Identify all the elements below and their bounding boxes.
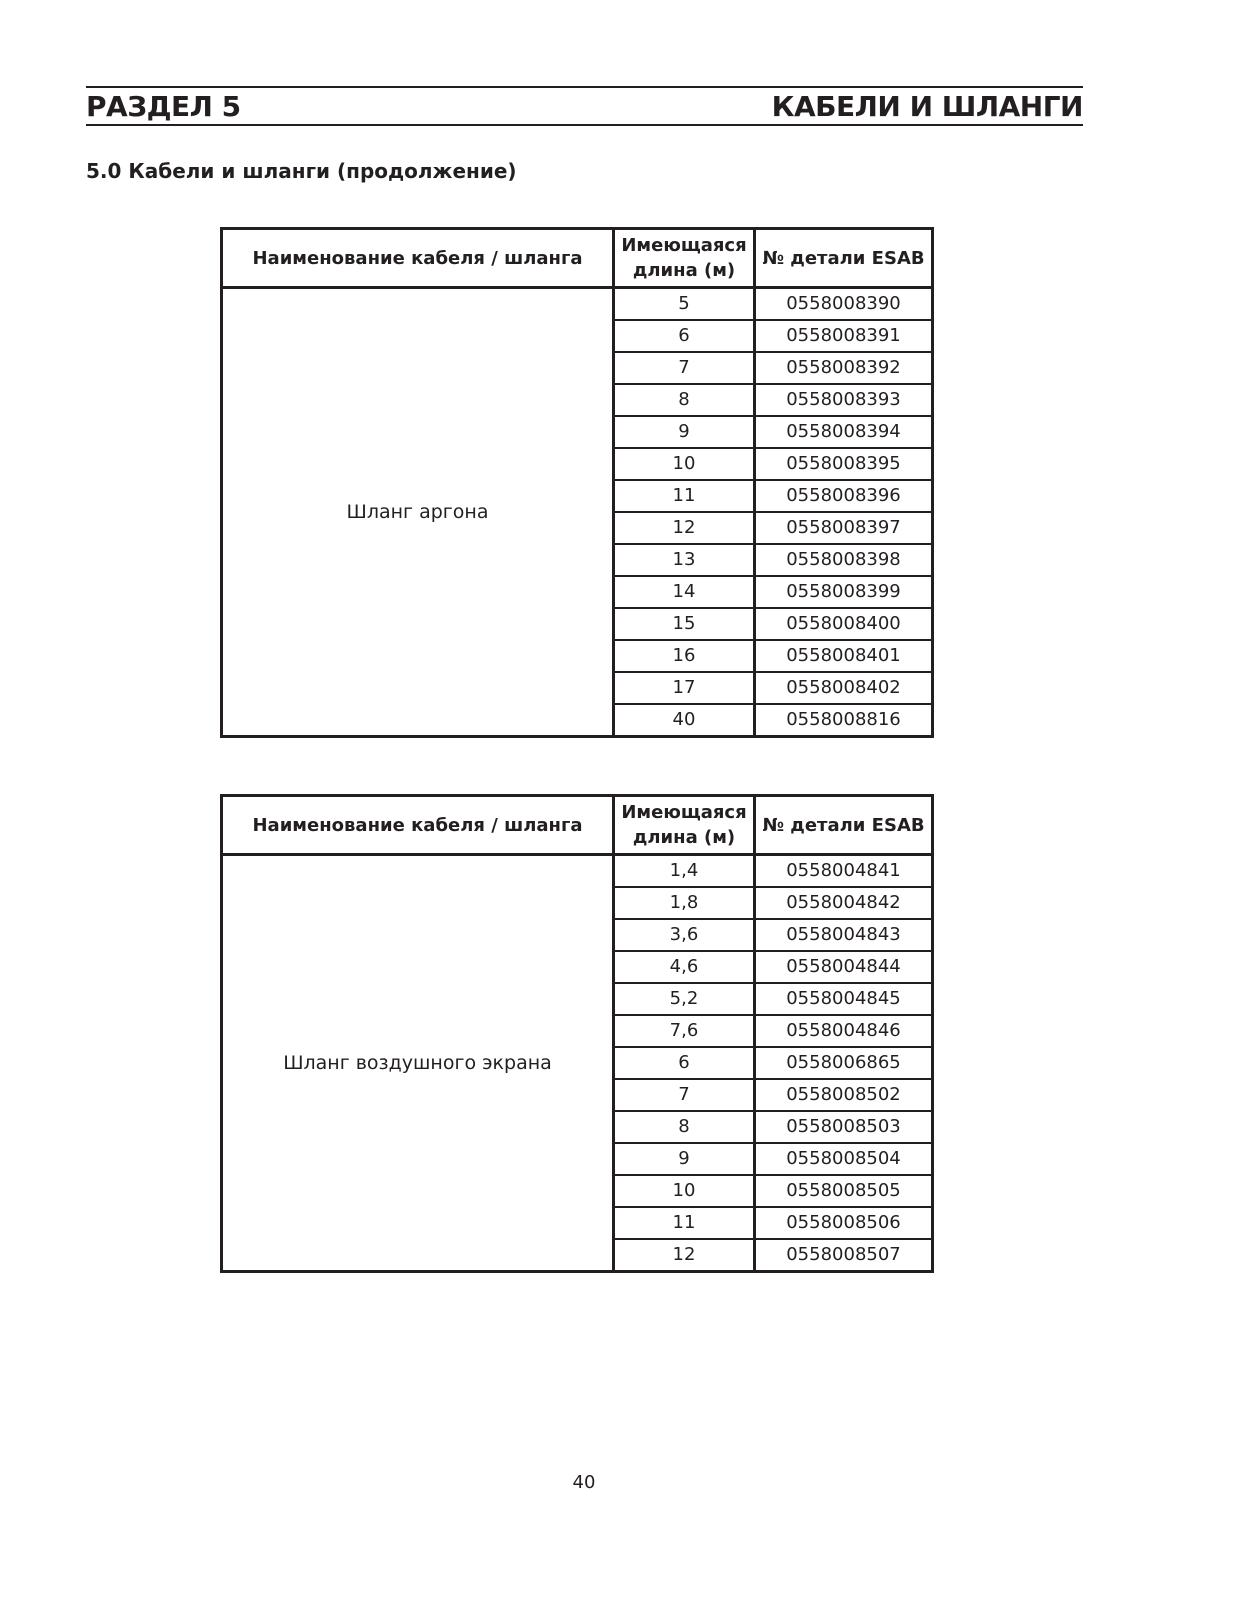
part-number-cell: 0558008396 <box>755 480 933 512</box>
header-cell-name: Наименование кабеля / шланга <box>222 229 614 288</box>
length-cell: 7 <box>614 1079 755 1111</box>
page-number: 40 <box>572 1472 596 1493</box>
part-number-cell: 0558008401 <box>755 640 933 672</box>
header-cell-part: № детали ESAB <box>755 229 933 288</box>
part-number-cell: 0558008816 <box>755 704 933 737</box>
part-number-cell: 0558008507 <box>755 1239 933 1272</box>
part-number-cell: 0558004846 <box>755 1015 933 1047</box>
length-cell: 16 <box>614 640 755 672</box>
length-cell: 4,6 <box>614 951 755 983</box>
part-number-cell: 0558008505 <box>755 1175 933 1207</box>
length-cell: 9 <box>614 416 755 448</box>
table-header-row <box>222 229 933 288</box>
header-cell-length: Имеющаяся длина (м) <box>614 229 755 288</box>
part-number-cell: 0558008393 <box>755 384 933 416</box>
part-number-cell: 0558004844 <box>755 951 933 983</box>
length-cell: 10 <box>614 1175 755 1207</box>
table-header-row <box>222 796 933 855</box>
length-cell: 8 <box>614 384 755 416</box>
hose-name-cell: Шланг аргона <box>222 288 614 737</box>
part-number-cell: 0558004842 <box>755 887 933 919</box>
section-title: КАБЕЛИ И ШЛАНГИ <box>771 90 1083 123</box>
part-number-cell: 0558008390 <box>755 288 933 321</box>
length-cell: 10 <box>614 448 755 480</box>
length-cell: 17 <box>614 672 755 704</box>
part-number-cell: 0558004843 <box>755 919 933 951</box>
length-cell: 7,6 <box>614 1015 755 1047</box>
length-cell: 5,2 <box>614 983 755 1015</box>
part-number-cell: 0558008395 <box>755 448 933 480</box>
length-cell: 6 <box>614 1047 755 1079</box>
length-cell: 9 <box>614 1143 755 1175</box>
length-cell: 13 <box>614 544 755 576</box>
part-number-cell: 0558008402 <box>755 672 933 704</box>
length-cell: 11 <box>614 1207 755 1239</box>
part-number-cell: 0558008503 <box>755 1111 933 1143</box>
length-cell: 8 <box>614 1111 755 1143</box>
part-number-cell: 0558008397 <box>755 512 933 544</box>
part-number-cell: 0558008391 <box>755 320 933 352</box>
subsection-title: 5.0 Кабели и шланги (продолжение) <box>86 159 517 183</box>
air-shield-hose-table <box>220 794 934 1273</box>
argon-hose-table <box>220 227 934 738</box>
part-number-cell: 0558008400 <box>755 608 933 640</box>
part-number-cell: 0558008506 <box>755 1207 933 1239</box>
part-number-cell: 0558008504 <box>755 1143 933 1175</box>
length-cell: 6 <box>614 320 755 352</box>
header-cell-name: Наименование кабеля / шланга <box>222 796 614 855</box>
length-cell: 15 <box>614 608 755 640</box>
hose-name-cell: Шланг воздушного экрана <box>222 855 614 1272</box>
length-cell: 3,6 <box>614 919 755 951</box>
length-cell: 1,4 <box>614 855 755 888</box>
header-cell-part: № детали ESAB <box>755 796 933 855</box>
length-cell: 14 <box>614 576 755 608</box>
length-cell: 1,8 <box>614 887 755 919</box>
part-number-cell: 0558008398 <box>755 544 933 576</box>
length-cell: 11 <box>614 480 755 512</box>
part-number-cell: 0558008394 <box>755 416 933 448</box>
table-row <box>222 855 933 888</box>
length-cell: 12 <box>614 1239 755 1272</box>
length-cell: 12 <box>614 512 755 544</box>
part-number-cell: 0558008399 <box>755 576 933 608</box>
table-row <box>222 288 933 321</box>
section-header <box>86 86 1083 126</box>
part-number-cell: 0558004841 <box>755 855 933 888</box>
part-number-cell: 0558008502 <box>755 1079 933 1111</box>
length-cell: 7 <box>614 352 755 384</box>
part-number-cell: 0558008392 <box>755 352 933 384</box>
length-cell: 5 <box>614 288 755 321</box>
length-cell: 40 <box>614 704 755 737</box>
section-number: РАЗДЕЛ 5 <box>86 90 241 123</box>
part-number-cell: 0558006865 <box>755 1047 933 1079</box>
header-cell-length: Имеющаяся длина (м) <box>614 796 755 855</box>
part-number-cell: 0558004845 <box>755 983 933 1015</box>
